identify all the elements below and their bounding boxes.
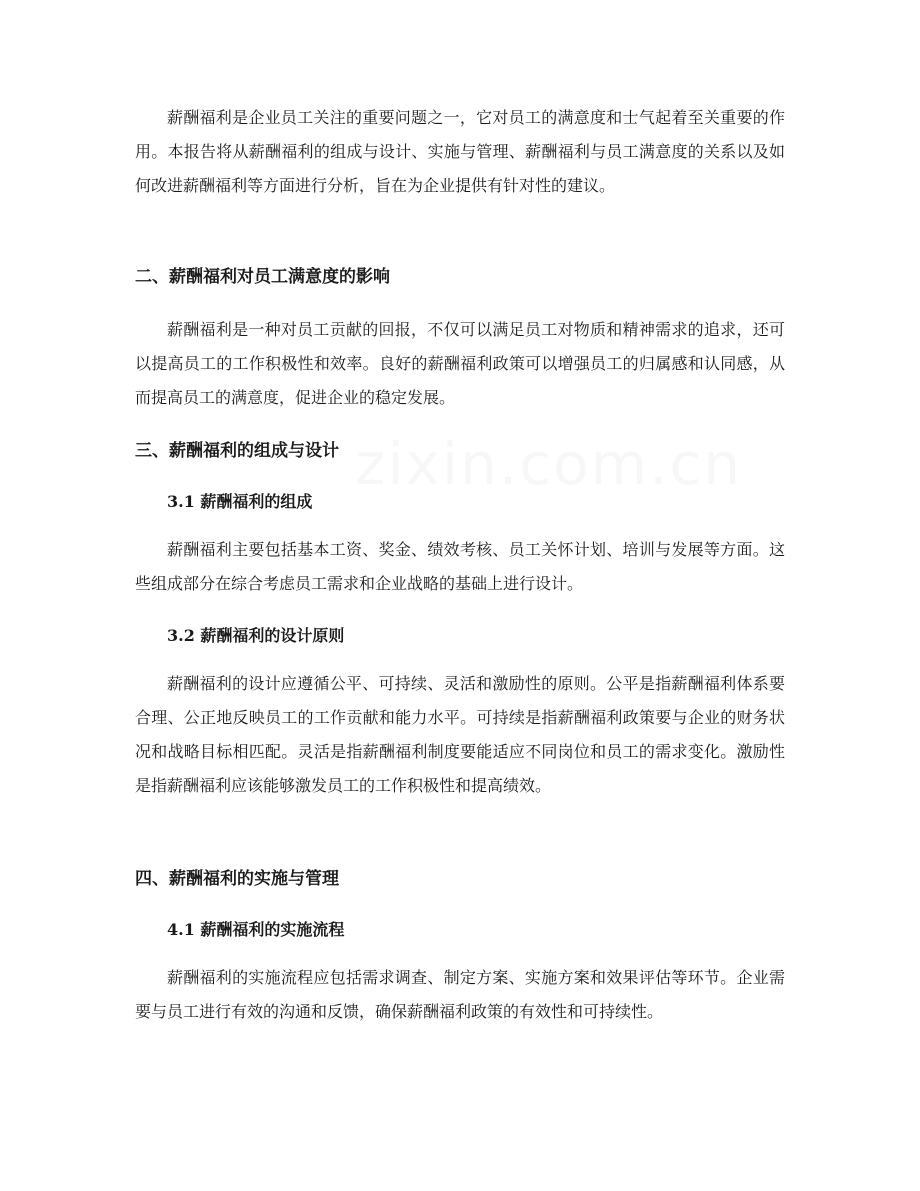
subsection-4-1-paragraph: 薪酬福利的实施流程应包括需求调查、制定方案、实施方案和效果评估等环节。企业需要与员工进行有效的沟通和反馈，确保薪酬福利政策的有效性和可持续性。	[135, 968, 785, 1021]
section-4-heading: 四、薪酬福利的实施与管理	[135, 869, 339, 889]
section-2-heading: 二、薪酬福利对员工满意度的影响	[135, 267, 390, 287]
section-2-heading-block	[135, 265, 785, 289]
subsection-4-1-paragraph-block	[135, 961, 785, 1029]
section-3-heading-block	[135, 439, 785, 463]
section-4-heading-block	[135, 867, 785, 891]
section-2-paragraph-block	[135, 313, 785, 415]
intro-paragraph-block	[135, 101, 785, 203]
subsection-4-1-heading-block	[135, 918, 785, 942]
subsection-3-1-heading: 3.1 薪酬福利的组成	[167, 492, 313, 511]
subsection-3-2-paragraph-block	[135, 667, 785, 803]
section-3-heading: 三、薪酬福利的组成与设计	[135, 441, 339, 461]
subsection-3-1-heading-block	[135, 490, 785, 514]
subsection-3-2-paragraph: 薪酬福利的设计应遵循公平、可持续、灵活和激励性的原则。公平是指薪酬福利体系要合理、公正地反映员工的工作贡献和能力水平。可持续是指薪酬福利政策要与企业的财务状况和战略目标相匹配。灵活是指薪酬福利制度要能适应不同岗位和员工的需求变化。激励性是指薪酬福利应该能够激发员工的工作积极性和提高绩效。	[135, 674, 785, 795]
intro-paragraph: 薪酬福利是企业员工关注的重要问题之一，它对员工的满意度和士气起着至关重要的作用。本报告将从薪酬福利的组成与设计、实施与管理、薪酬福利与员工满意度的关系以及如何改进薪酬福利等方面进行分析，旨在为企业提供有针对性的建议。	[135, 108, 785, 195]
section-2-paragraph: 薪酬福利是一种对员工贡献的回报，不仅可以满足员工对物质和精神需求的追求，还可以提高员工的工作积极性和效率。良好的薪酬福利政策可以增强员工的归属感和认同感，从而提高员工的满意度，促进企业的稳定发展。	[135, 320, 785, 407]
subsection-3-1-paragraph-block	[135, 533, 785, 601]
subsection-4-1-heading: 4.1 薪酬福利的实施流程	[167, 920, 345, 939]
subsection-3-2-heading-block	[135, 624, 785, 648]
subsection-3-2-heading: 3.2 薪酬福利的设计原则	[167, 626, 345, 645]
subsection-3-1-paragraph: 薪酬福利主要包括基本工资、奖金、绩效考核、员工关怀计划、培训与发展等方面。这些组成部分在综合考虑员工需求和企业战略的基础上进行设计。	[135, 540, 785, 593]
watermark: zixin.com.cn	[355, 430, 743, 498]
